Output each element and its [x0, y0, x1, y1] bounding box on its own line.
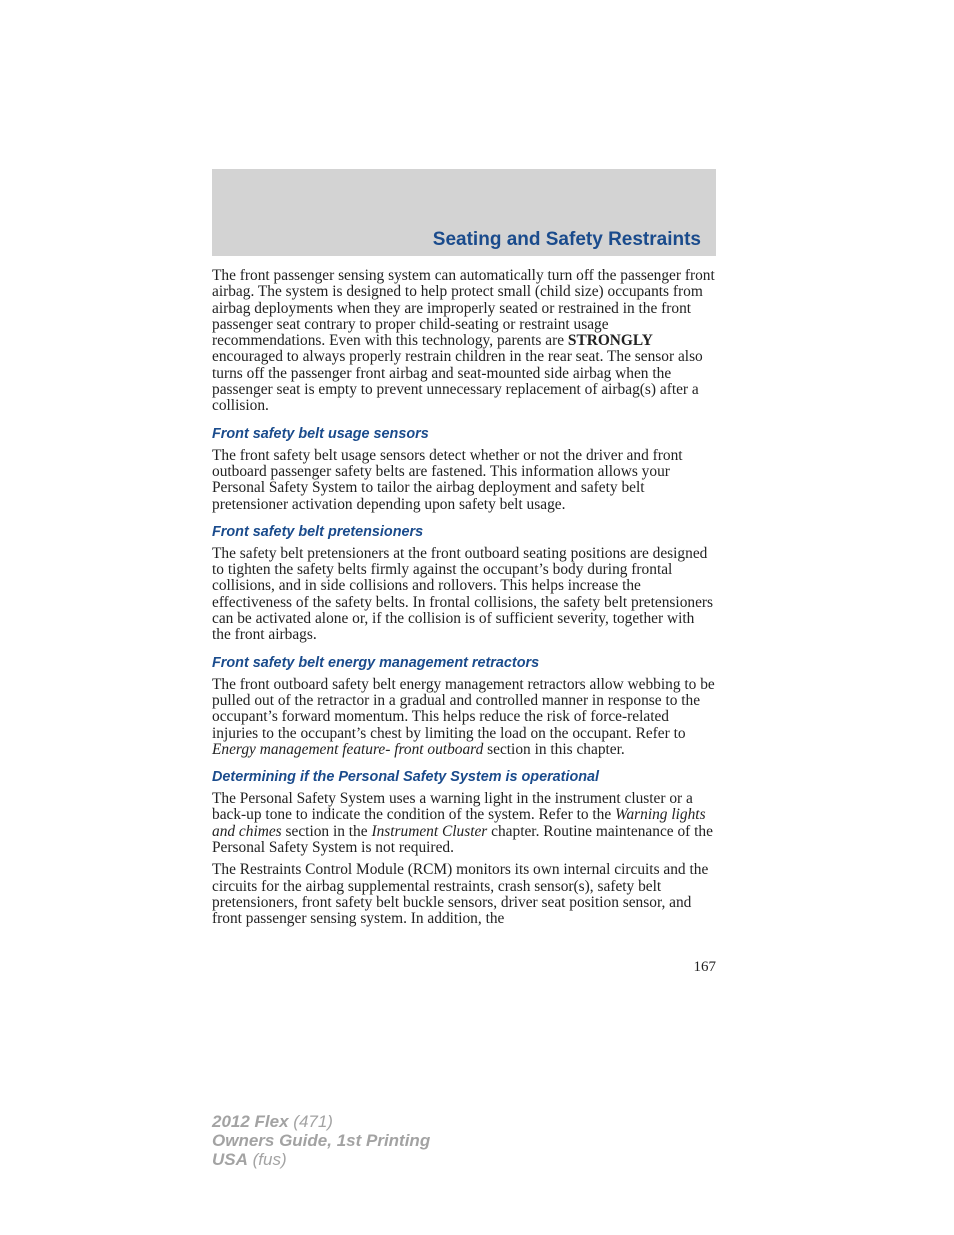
footer-line-model: 2012 Flex (471)	[212, 1112, 333, 1131]
section-header-band	[212, 169, 716, 256]
paragraph-pretensioners: The safety belt pretensioners at the front outboard seating positions are designed to tighten the safety belts firmly against the occupant’s body during frontal collisions, and in side collisions and rollovers. This helps increase the effectiveness of the safety belts. In frontal collisions, the safety belt pretensioners can be activated alone or, if the collision is of sufficient severity, together with the front airbags.	[212, 544, 714, 644]
subheading-usage-sensors: Front safety belt usage sensors	[212, 425, 429, 442]
emphasis-strongly: STRONGLY	[567, 332, 653, 350]
reference-instrument-cluster: Instrument Cluster	[371, 822, 488, 840]
reference-warning-lights: Warning lights and chimes	[212, 806, 706, 840]
page-body	[212, 268, 716, 934]
paragraph-rcm: The Restraints Control Module (RCM) monitors its own internal circuits and the circuits for the airbag supplemental restraints, crash sensor(s), safety belt pretensioners, front safety belt buckle sensors, driver seat position sensor, and front passenger sensing system. In addition, the	[212, 861, 709, 928]
document-footer	[212, 1112, 430, 1169]
footer-line-guide: Owners Guide, 1st Printing	[212, 1131, 431, 1150]
subheading-pretensioners: Front safety belt pretensioners	[212, 523, 424, 540]
paragraph-energy-retractors: The front outboard safety belt energy management retractors allow webbing to be pulled out of the retractor in a gradual and controlled manner in response to the occupant’s forward momentum. This helps reduce the risk of force-related injuries to the occupant’s chest by limiting the load on the occupant. Refer to Energy management feature- front outboard section in this chapter.	[212, 675, 715, 758]
reference-energy-management: Energy management feature- front outboard	[212, 740, 484, 758]
paragraph-warning-light: The Personal Safety System uses a warning light in the instrument cluster or a back-up tone to indicate the condition of the system. Refer to the Warning lights and chimes section in the Instrument Cluster chapter. Routine maintenance of the Personal Safety System is not required.	[212, 790, 713, 857]
paragraph-usage-sensors: The front safety belt usage sensors detect whether or not the driver and front outboard passenger safety belts are fastened. This information allows your Personal Safety System to tailor the airbag deployment and safety belt pretensioner activation depending upon safety belt usage.	[212, 446, 683, 513]
subheading-operational: Determining if the Personal Safety System is operational	[212, 769, 600, 786]
section-title: Seating and Safety Restraints	[432, 229, 701, 250]
page-number: 167	[693, 959, 716, 975]
footer-line-region: USA (fus)	[212, 1150, 287, 1169]
paragraph-passenger-sensing: The front passenger sensing system can automatically turn off the passenger front airbag. The system is designed to help protect small (child size) occupants from airbag deployments when they are improperly seated or restrained in the front passenger seat contrary to proper child-seating or restraint usage recommendations. Even with this technology, parents are STRONGLY encouraged to always properly restrain children in the rear seat. The sensor also turns off the passenger front airbag and seat-mounted side airbag when the passenger seat is empty to prevent unnecessary replacement of airbag(s) after a collision.	[212, 267, 715, 415]
subheading-energy-retractors: Front safety belt energy management retractors	[212, 654, 540, 671]
